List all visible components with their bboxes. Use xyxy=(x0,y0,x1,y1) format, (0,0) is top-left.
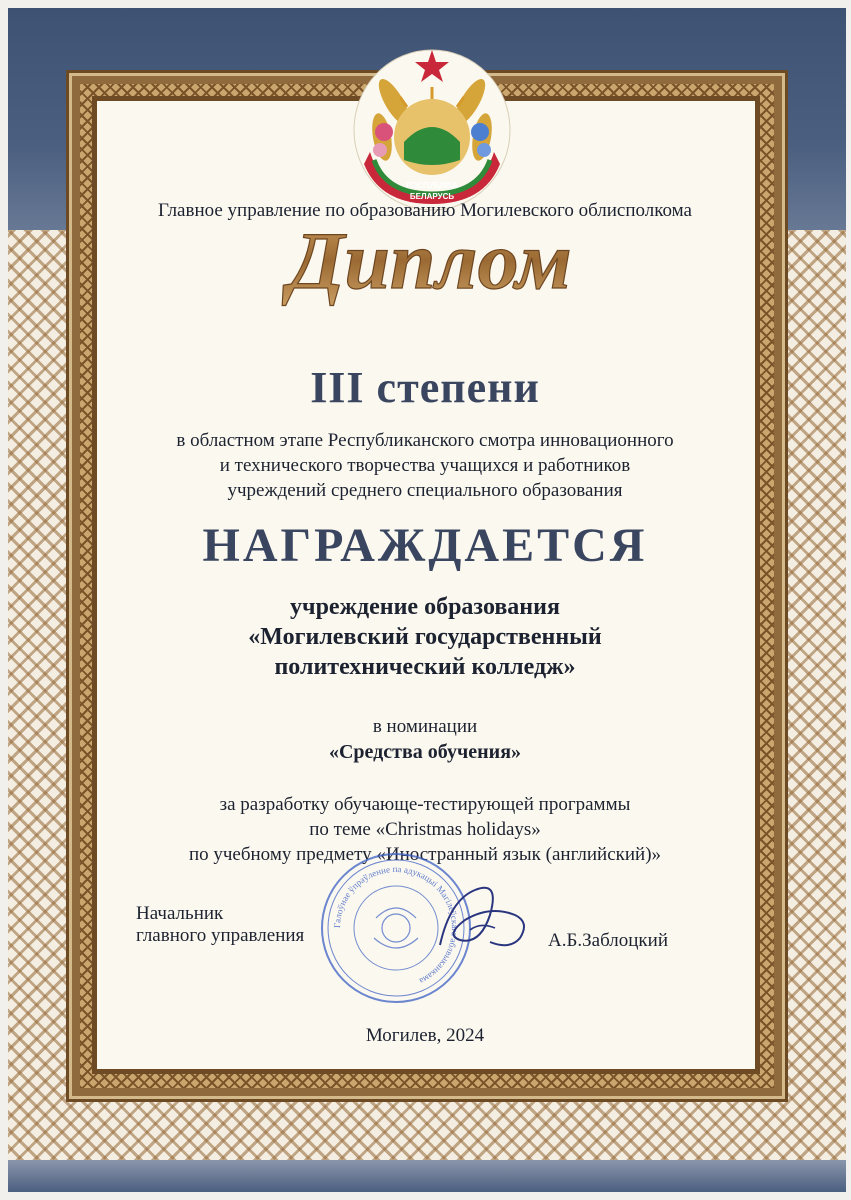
bottom-navy-band xyxy=(8,1160,846,1192)
signer-name: А.Б.Заблоцкий xyxy=(548,930,668,951)
place-date: Могилев, 2024 xyxy=(365,1025,485,1046)
signature-mark xyxy=(420,860,540,960)
description-line: учреждений среднего специального образования xyxy=(227,480,623,501)
organization-line: «Могилевский государственный xyxy=(248,624,602,650)
belarus-coat-of-arms-icon xyxy=(352,42,512,212)
organization-line: учреждение образования xyxy=(290,594,560,620)
nomination-value: «Средства обучения» xyxy=(328,741,522,763)
emblem-ribbon-line1: РЭСПУБЛІКА xyxy=(406,181,458,190)
description-block xyxy=(100,428,750,503)
achievement-line: по теме «Christmas holidays» xyxy=(309,819,541,840)
signer-title xyxy=(136,903,304,947)
nomination-label: в номинации xyxy=(372,716,478,737)
degree-heading: III степени xyxy=(310,363,540,412)
organization-line: политехнический колледж» xyxy=(274,654,576,680)
achievement-line: за разработку обучающе-тестирующей программы xyxy=(219,794,631,815)
signer-title-line: Начальник xyxy=(136,903,224,924)
awarded-heading: НАГРАЖДАЕТСЯ xyxy=(202,519,648,572)
diploma-title xyxy=(240,214,620,310)
issuer-line: Главное управление по образованию Могилевского облисполкома xyxy=(158,200,692,221)
signer-title-line: главного управления xyxy=(136,925,305,946)
description-line: в областном этапе Республиканского смотра инновационного xyxy=(176,430,674,451)
organization-block xyxy=(100,592,750,682)
stamp-text: Галоўнае ўпраўленне па адукацыі Магілёўскага аблвыканкама xyxy=(331,863,461,987)
diploma-title-text: Диплом xyxy=(288,215,572,306)
emblem-ribbon-line2: БЕЛАРУСЬ xyxy=(409,192,455,201)
description-line: и технического творчества учащихся и работников xyxy=(219,455,631,476)
achievement-line: по учебному предмету «Иностранный язык (английский)» xyxy=(188,844,662,865)
